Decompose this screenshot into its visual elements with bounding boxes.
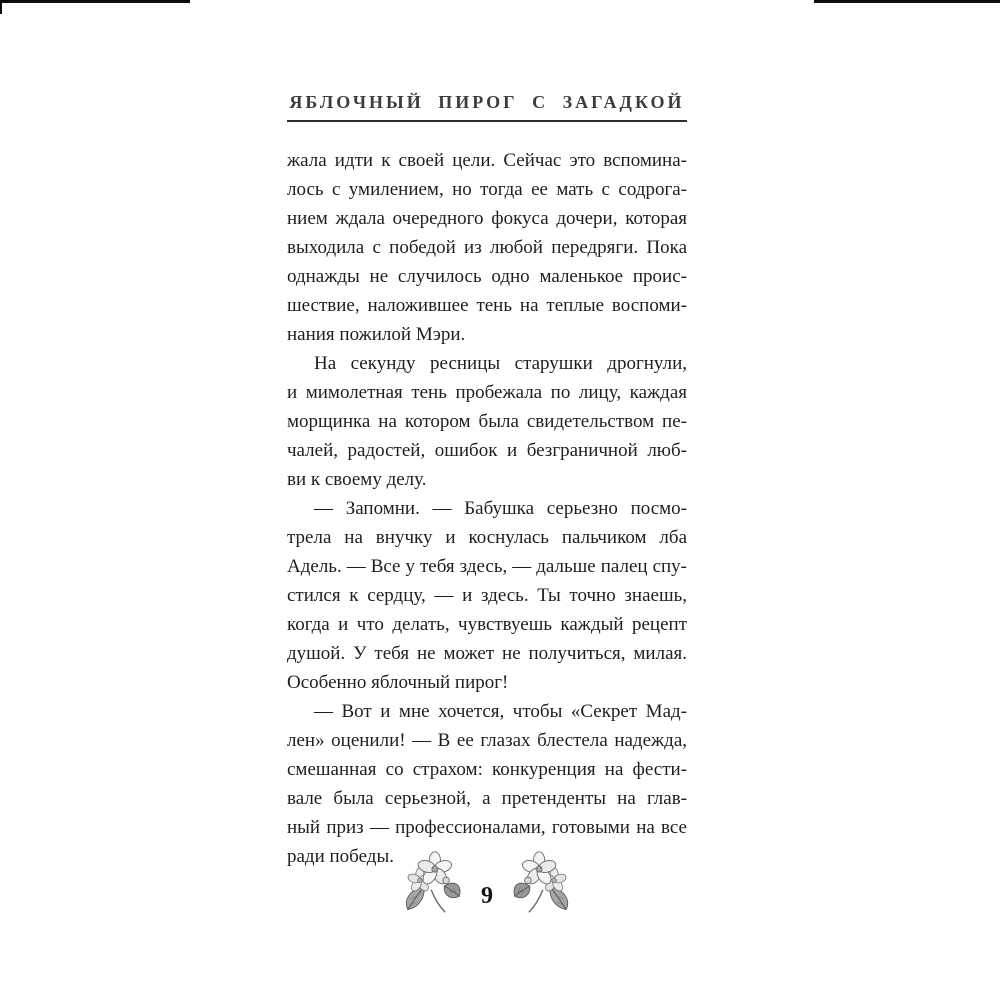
text-line: ради победы. — [287, 846, 394, 867]
top-right-edge-mark — [814, 0, 1000, 3]
page-number: 9 — [481, 882, 493, 909]
text-line: чалей, радостей, ошибок и безграничной люб- — [287, 440, 687, 461]
top-left-edge-mark-vertical — [0, 0, 2, 14]
text-line: однажды не случилось одно маленькое проис- — [287, 266, 687, 287]
page-footer — [287, 848, 687, 924]
text-line: вале была серьезной, а претенденты на глав- — [287, 788, 687, 809]
text-line: нием ждала очередного фокуса дочери, которая — [287, 208, 687, 229]
text-line: нания пожилой Мэри. — [287, 324, 466, 345]
text-line: Адель. — Все у тебя здесь, — дальше палец спу- — [287, 556, 687, 577]
text-line: стился к сердцу, — и здесь. Ты точно знаешь, — [287, 585, 687, 606]
text-line: ви к своему делу. — [287, 469, 427, 490]
text-line: лось с умилением, но тогда ее мать с содрога- — [287, 179, 687, 200]
paragraph — [287, 349, 687, 494]
text-line: — Запомни. — Бабушка серьезно посмо- — [314, 498, 687, 519]
text-line: когда и что делать, чувствуешь каждый рецепт — [287, 614, 687, 635]
paragraph — [287, 494, 687, 697]
text-line: жала идти к своей цели. Сейчас это вспомина- — [287, 150, 687, 171]
paragraph — [287, 146, 687, 349]
apple-blossom-icon — [403, 850, 463, 922]
text-line: Особенно яблочный пирог! — [287, 672, 509, 693]
text-line: На секунду ресницы старушки дрогнули, — [314, 353, 687, 374]
text-line: ный приз — профессионалами, готовыми на все — [287, 817, 687, 838]
text-line: лен» оценили! — В ее глазах блестела надежда, — [287, 730, 687, 751]
apple-blossom-icon — [511, 850, 571, 922]
paragraph — [287, 697, 687, 871]
text-line: выходила с победой из любой передряги. Пока — [287, 237, 687, 258]
text-line: душой. У тебя не может не получиться, милая. — [287, 643, 687, 664]
text-line: морщинка на котором была свидетельством пе- — [287, 411, 687, 432]
chapter-title: ЯБЛОЧНЫЙ ПИРОГ С ЗАГАДКОЙ — [289, 92, 685, 112]
text-block — [287, 146, 687, 871]
text-line: шествие, наложившее тень на теплые воспоми- — [287, 295, 687, 316]
text-line: трела на внучку и коснулась пальчиком лба — [287, 527, 687, 548]
text-line: смешанная со страхом: конкуренция на фести- — [287, 759, 687, 780]
chapter-header — [287, 92, 687, 122]
text-line: и мимолетная тень пробежала по лицу, каждая — [287, 382, 687, 403]
text-line: — Вот и мне хочется, чтобы «Секрет Мад- — [314, 701, 687, 722]
top-left-edge-mark — [0, 0, 190, 3]
